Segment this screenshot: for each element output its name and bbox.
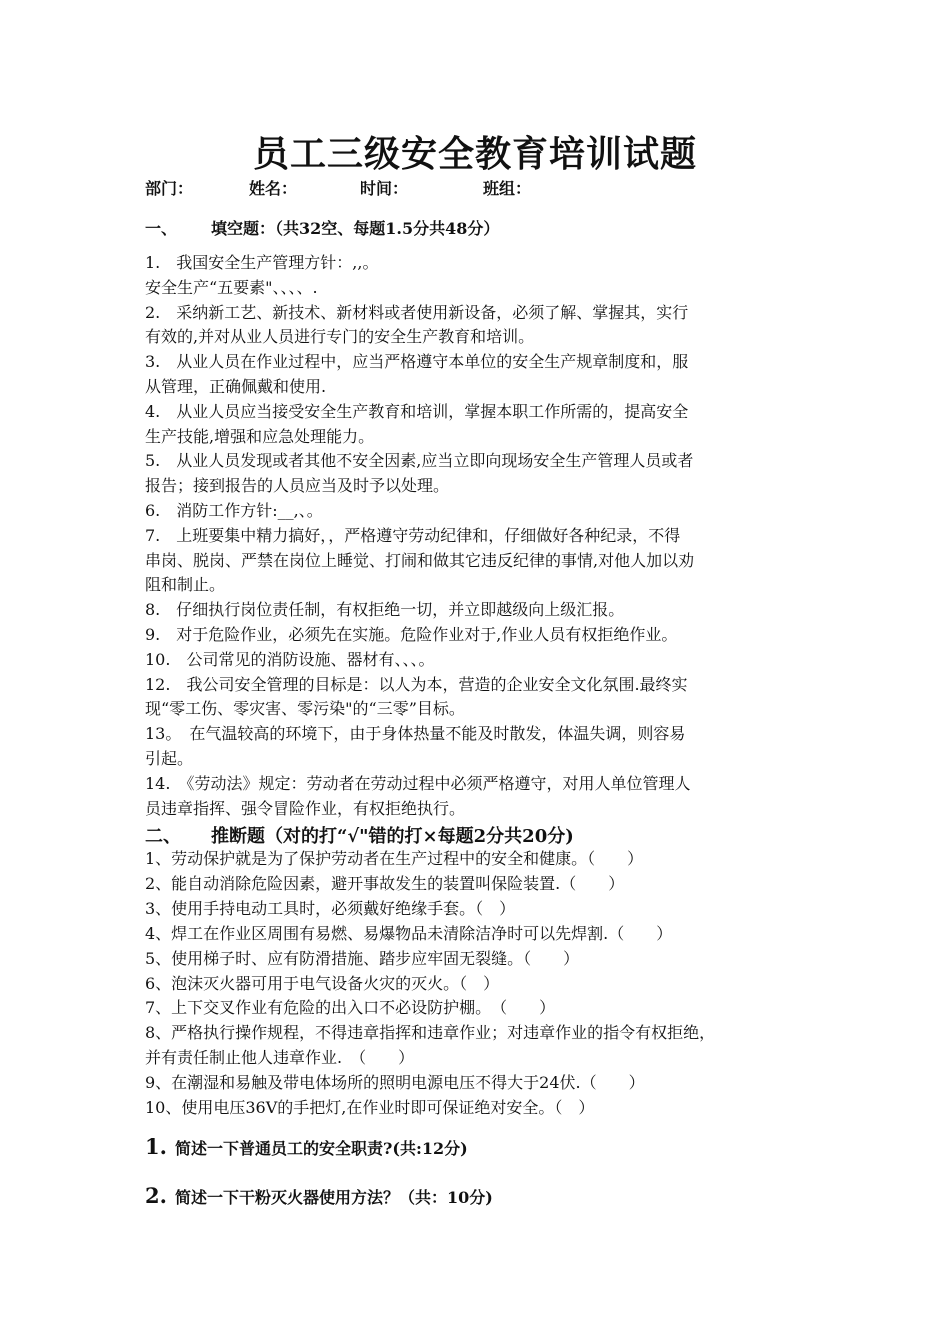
question-line: 现“零工伤、零灾害、零污染"的“三零”目标。 <box>145 699 465 719</box>
question-line: 4. 从业人员应当接受安全生产教育和培训，掌握本职工作所需的，提高安全 <box>145 401 689 421</box>
judgement-line: 并有责任制止他人违章作业. （ ） <box>145 1048 415 1068</box>
section-number: 二、 <box>145 826 181 847</box>
judgement-line: 5、使用梯子时、应有防滑措施、踏步应牢固无裂缝。（ ） <box>145 948 580 968</box>
question-line: 13。 在气温较高的环境下，由于身体热量不能及时散发，体温失调，则容易 <box>145 724 686 744</box>
section-title: 推断题（对的打“√"错的打×每题2分共20分) <box>211 826 574 847</box>
judgement-line: 10、使用电压36V的手把灯,在作业时即可保证绝对安全。（ ） <box>145 1098 595 1117</box>
question-line: 员违章指挥、强令冒险作业，有权拒绝执行。 <box>145 798 466 818</box>
question-line: 12. 我公司安全管理的目标是：以人为本，营造的企业安全文化氛围.最终实 <box>145 674 688 694</box>
judgement-line: 6、泡沫灭火器可用于电气设备火灾的灭火。（ ） <box>145 973 500 993</box>
question-line: 串岗、脱岗、严禁在岗位上睡觉、打闹和做其它违反纪律的事情,对他人加以劝 <box>145 550 695 570</box>
question-line: 2. 采纳新工艺、新技术、新材料或者使用新设备，必须了解、掌握其，实行 <box>145 302 689 322</box>
question-line: 安全生产“五要素"、、、、. <box>145 277 318 297</box>
section-heading-fill-blank <box>145 216 499 239</box>
department-label: 部门： <box>145 179 194 198</box>
question-line: 1. 我国安全生产管理方针：,,。 <box>145 253 379 272</box>
question-line: 从管理，正确佩戴和使用. <box>145 377 327 396</box>
short-answer-question <box>145 1183 493 1208</box>
question-line: 生产技能,增强和应急处理能力。 <box>145 426 375 446</box>
question-line: 8. 仔细执行岗位责任制，有权拒绝一切，并立即越级向上级汇报。 <box>145 600 625 620</box>
question-line: 6. 消防工作方针:__,、。 <box>145 501 323 520</box>
judgement-line: 8、严格执行操作规程，不得违章指挥和违章作业；对违章作业的指令有权拒绝， <box>145 1023 716 1043</box>
question-line: 引起。 <box>145 749 194 768</box>
question-line: 14. 《劳动法》规定：劳动者在劳动过程中必须严格遵守，对用人单位管理人 <box>145 773 691 793</box>
question-line: 10. 公司常见的消防设施、器材有、、、。 <box>145 649 435 669</box>
judgement-line: 2、能自动消除危险因素，避开事故发生的装置叫保险装置.（ ） <box>145 873 625 893</box>
question-number: 1. <box>145 1134 167 1159</box>
question-line: 5. 从业人员发现或者其他不安全因素,应当立即向现场安全生产管理人员或者 <box>145 451 694 471</box>
question-line: 有效的,并对从业人员进行专门的安全生产教育和培训。 <box>145 327 535 347</box>
question-text: 简述一下干粉灭火器使用方法？（共：10分) <box>175 1188 493 1207</box>
judgement-line: 4、焊工在作业区周围有易燃、易爆物品未清除洁净时可以先焊割.（ ） <box>145 923 673 943</box>
team-label: 班组： <box>483 179 532 198</box>
judgement-line: 7、上下交叉作业有危险的出入口不必设防护棚。 （ ） <box>145 998 556 1018</box>
question-line: 9. 对于危险作业，必须先在实施。危险作业对于,作业人员有权拒绝作业。 <box>145 625 678 644</box>
judgement-line: 1、劳动保护就是为了保护劳动者在生产过程中的安全和健康。（ ） <box>145 849 644 868</box>
page-title: 员工三级安全教育培训试题 <box>252 133 697 175</box>
question-number: 2. <box>145 1183 167 1208</box>
question-text: 简述一下普通员工的安全职责?(共:12分) <box>175 1139 468 1158</box>
short-answer-question <box>145 1134 468 1159</box>
question-line: 3. 从业人员在作业过程中，应当严格遵守本单位的安全生产规章制度和，服 <box>145 352 689 372</box>
name-label: 姓名： <box>249 179 298 198</box>
section-heading-judgement <box>145 822 574 848</box>
time-label: 时间： <box>360 179 409 198</box>
question-line: 7. 上班要集中精力搞好，，严格遵守劳动纪律和，仔细做好各种纪录，不得 <box>145 525 681 545</box>
question-line: 阻和制止。 <box>145 575 226 595</box>
question-line: 报告；接到报告的人员应当及时予以处理。 <box>145 476 450 496</box>
section-number: 一、 <box>145 219 178 238</box>
section-title: 填空题：（共32空、每题1.5分共48分） <box>211 219 500 238</box>
judgement-line: 3、使用手持电动工具时，必须戴好绝缘手套。（ ） <box>145 898 516 918</box>
judgement-line: 9、在潮湿和易触及带电体场所的照明电源电压不得大于24伏.（ ） <box>145 1073 645 1093</box>
